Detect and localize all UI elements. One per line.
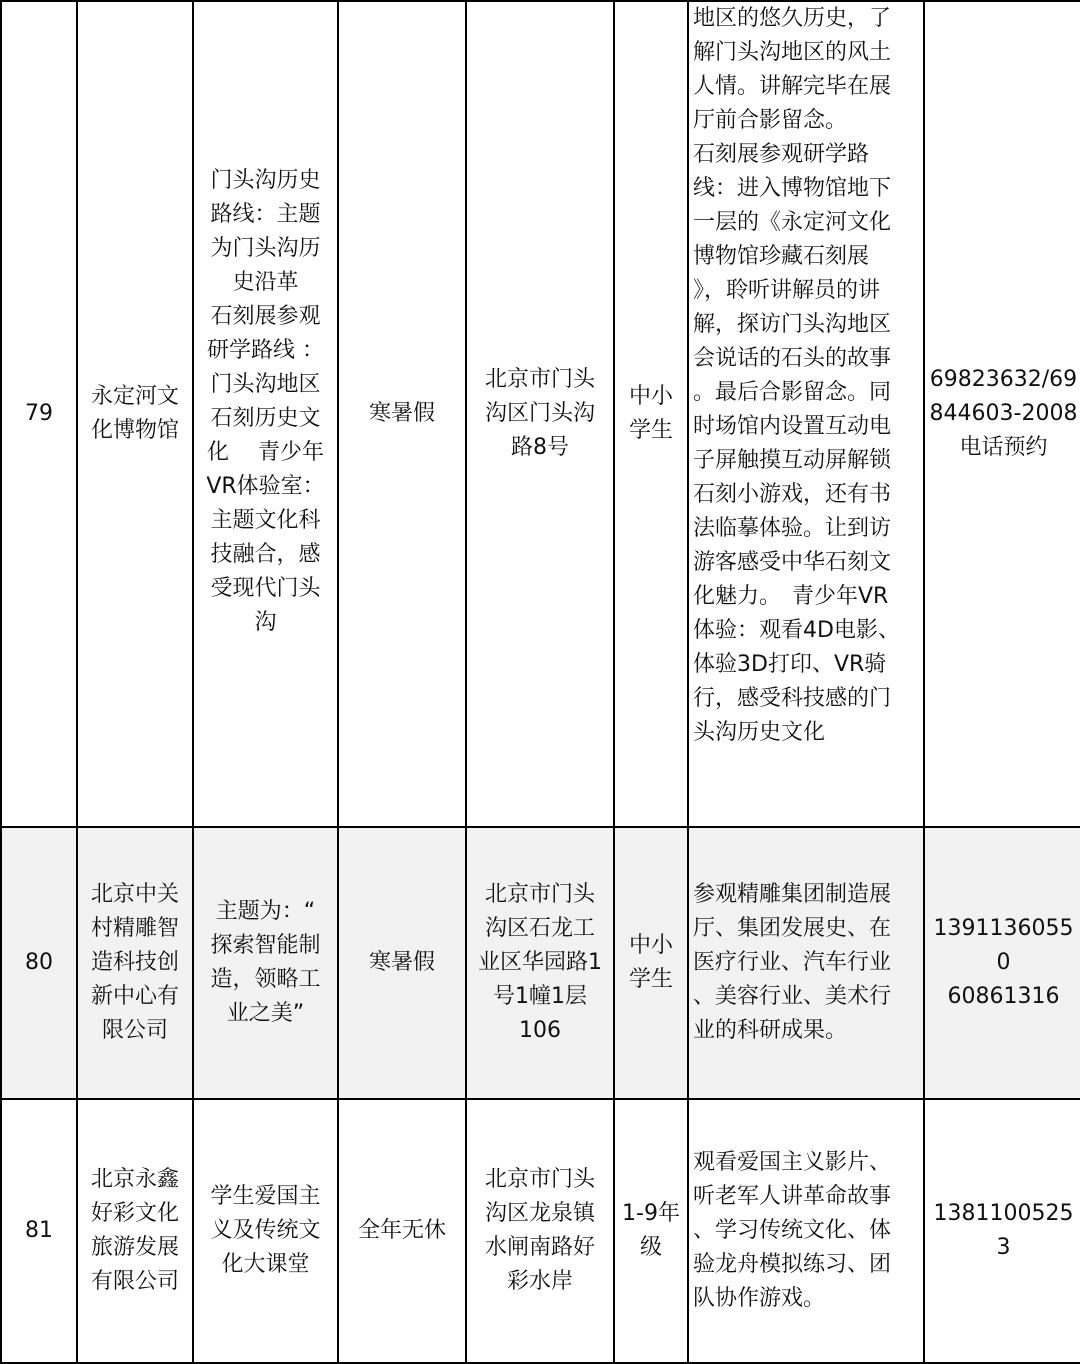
contact-phone: 1381100525 3 <box>924 1099 1080 1363</box>
target-audience: 1-9年 级 <box>614 1099 688 1363</box>
venue-name: 永定河文 化博物馆 <box>77 1 193 827</box>
venue-address: 北京市门头 沟区龙泉镇 水闸南路好 彩水岸 <box>466 1099 614 1363</box>
venue-name: 北京中关 村精雕智 造科技创 新中心有 限公司 <box>77 827 193 1099</box>
activity-description: 观看爱国主义影片、 听老军人讲革命故事 、学习传统文化、体 验龙舟模拟练习、团 队协作游戏。 <box>688 1099 924 1363</box>
table-row <box>1 1099 1080 1363</box>
activity-description: 地区的悠久历史，了 解门头沟地区的风土 人情。讲解完毕在展 厅前合影留念。 石刻展参观研学路 线：进入博物馆地下 一层的《永定河文化 博物馆珍藏石刻展 》，聆听讲解员的讲 解，探访门头沟地区 会说话的石头的故事 。最后合影留念。同 时场馆内设置互动电 子屏触摸互动屏解锁 石刻小游戏，还有书 法临摹体验。让到访 游客感受中华石刻文 化魅力。 青少年VR 体验：观看4D电影、 体验3D打印、VR骑 行，感受科技感的门 头沟历史文化 <box>688 1 924 827</box>
venue-name: 北京永鑫 好彩文化 旅游发展 有限公司 <box>77 1099 193 1363</box>
target-audience: 中小 学生 <box>614 827 688 1099</box>
row-number: 79 <box>1 1 77 827</box>
venue-address: 北京市门头 沟区石龙工 业区华园路1 号1幢1层 106 <box>466 827 614 1099</box>
target-audience: 中小 学生 <box>614 1 688 827</box>
row-number: 80 <box>1 827 77 1099</box>
activity-description: 参观精雕集团制造展 厅、集团发展史、在 医疗行业、汽车行业 、美容行业、美术行 业的科研成果。 <box>688 827 924 1099</box>
open-time: 寒暑假 <box>338 827 466 1099</box>
venue-address: 北京市门头 沟区门头沟 路8号 <box>466 1 614 827</box>
table-row <box>1 827 1080 1099</box>
contact-phone: 1391136055 0 60861316 <box>924 827 1080 1099</box>
table-row <box>1 1 1080 827</box>
open-time: 寒暑假 <box>338 1 466 827</box>
activity-theme: 主题为：“ 探索智能制 造，领略工 业之美” <box>193 827 338 1099</box>
activity-theme: 门头沟历史 路线：主题 为门头沟历 史沿革 石刻展参观 研学路线 ： 门头沟地区 石刻历史文 化 青少年 VR体验室： 主题文化科 技融合，感 受现代门头 沟 <box>193 1 338 827</box>
row-number: 81 <box>1 1099 77 1363</box>
open-time: 全年无休 <box>338 1099 466 1363</box>
contact-phone: 69823632/69 844603-2008 电话预约 <box>924 1 1080 827</box>
activity-theme: 学生爱国主 义及传统文 化大课堂 <box>193 1099 338 1363</box>
